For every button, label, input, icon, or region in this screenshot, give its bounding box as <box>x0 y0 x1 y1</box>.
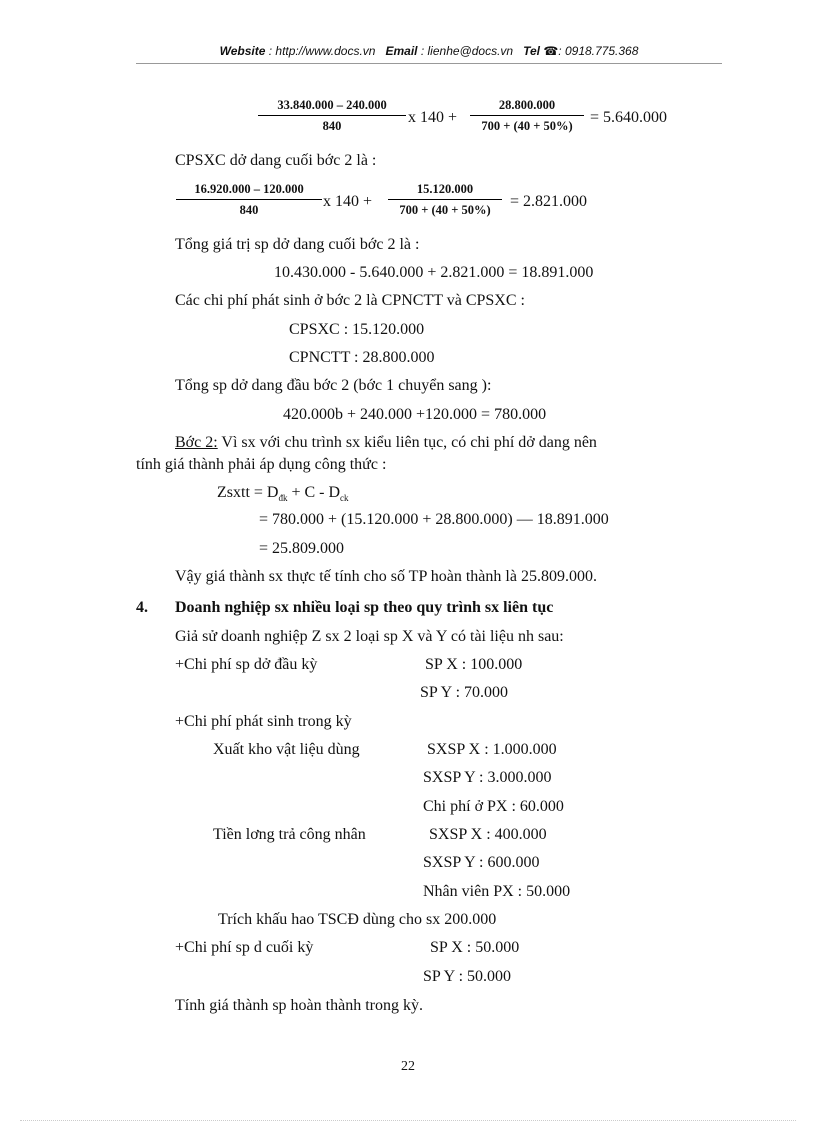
email-label: Email <box>385 44 418 58</box>
tong-gtri-line: Tổng giá trị sp dở dang cuối bớc 2 là : <box>175 236 420 253</box>
gia-su-line: Giả sử doanh nghiệp Z sx 2 loại sp X và Y có tài liệu nh sau: <box>175 628 564 645</box>
formula2-mid: x 140 + <box>323 193 373 210</box>
formula1-fraction-b-denominator: 700 + (40 + 50%) <box>481 119 573 133</box>
formula2-result: = 2.821.000 <box>510 193 588 210</box>
website-label: Website <box>219 44 266 58</box>
xuat-kho-label: Xuất kho vật liệu dùng <box>213 741 360 758</box>
cpsxc-title: CPSXC dở dang cuối bớc 2 là : <box>175 152 377 169</box>
eq2-line: = 25.809.000 <box>259 540 345 557</box>
vay-line: Vậy giá thành sx thực tế tính cho số TP hoàn thành là 25.809.000. <box>175 568 597 585</box>
cpsxc-line: CPSXC : 15.120.000 <box>289 321 425 338</box>
buoc2-label: Bớc 2: <box>175 434 218 451</box>
buoc2-continuation: tính giá thành phải áp dụng công thức : <box>136 456 387 473</box>
cp-dau-ky-label: +Chi phí sp dở đầu kỳ <box>175 656 318 673</box>
formula2-fraction-b-denominator: 700 + (40 + 50%) <box>399 203 491 217</box>
tong-sp-dau-line: Tổng sp dở dang đầu bớc 2 (bớc 1 chuyển sang ): <box>175 377 492 394</box>
cp-ps-ky-label: +Chi phí phát sinh trong kỳ <box>175 713 352 730</box>
zsxtt-part-a: Zsxtt = D <box>217 484 279 501</box>
section4-title: Doanh nghiệp sx nhiều loại sp theo quy trình sx liên tục <box>175 599 554 616</box>
formula1-result: = 5.640.000 <box>590 109 668 126</box>
cp-cuoi-ky-label: +Chi phí sp d cuối kỳ <box>175 939 314 956</box>
sxsp-y-3000000: SXSP Y : 3.000.000 <box>423 769 552 786</box>
sxsp-x-1000000: SXSP X : 1.000.000 <box>427 741 557 758</box>
formula2-fraction-b-numerator: 15.120.000 <box>388 182 502 200</box>
phone-icon: ☎ <box>543 44 559 58</box>
tien-luong-label: Tiền lơng trả công nhân <box>213 826 366 843</box>
buoc2-text: Vì sx với chu trình sx kiểu liên tục, có chi phí dở dang nên <box>217 434 597 451</box>
sxsp-y-600000: SXSP Y : 600.000 <box>423 854 540 871</box>
email-value: : lienhe@docs.vn <box>420 44 514 58</box>
zsxtt-sub-ck: ck <box>340 493 349 504</box>
spx-100-value: SP X : 100.000 <box>425 656 523 673</box>
spy-50000-value: SP Y : 50.000 <box>423 968 512 985</box>
eq1-line: = 780.000 + (15.120.000 + 28.800.000) — 18.891.000 <box>259 511 609 528</box>
section4-number: 4. <box>136 599 148 616</box>
tinh-gia-line: Tính giá thành sp hoàn thành trong kỳ. <box>175 997 423 1014</box>
formula1-fraction-a-numerator: 33.840.000 – 240.000 <box>258 98 406 116</box>
formula2-fraction-a-numerator: 16.920.000 – 120.000 <box>176 182 322 200</box>
sxsp-x-400000: SXSP X : 400.000 <box>429 826 547 843</box>
zsxtt-part-b: + C - D <box>287 484 341 501</box>
formula1-fraction-b-numerator: 28.800.000 <box>470 98 584 116</box>
spy-70-value: SP Y : 70.000 <box>420 684 509 701</box>
formula1-mid: x 140 + <box>408 109 458 126</box>
tel-value: : 0918.775.368 <box>558 44 639 58</box>
cpnctt-line: CPNCTT : 28.800.000 <box>289 349 435 366</box>
tong-sp-calc-line: 420.000b + 240.000 +120.000 = 780.000 <box>283 406 547 423</box>
cp-px-60000: Chi phí ở PX : 60.000 <box>423 798 564 815</box>
formula2-fraction-a <box>176 182 322 218</box>
chi-phi-ps-line: Các chi phí phát sinh ở bớc 2 là CPNCTT và CPSXC : <box>175 292 525 309</box>
buoc2-paragraph <box>175 434 718 452</box>
zsxtt-formula <box>217 484 349 507</box>
formula2-fraction-a-denominator: 840 <box>239 203 259 217</box>
tel-label: Tel <box>523 44 540 58</box>
spx-50000-value: SP X : 50.000 <box>430 939 520 956</box>
formula1-fraction-b <box>470 98 584 134</box>
formula2-fraction-b <box>388 182 502 218</box>
formula1-fraction-a <box>258 98 406 134</box>
header-divider <box>136 63 722 64</box>
tong-calc-line: 10.430.000 - 5.640.000 + 2.821.000 = 18.891.000 <box>274 264 594 281</box>
formula1-fraction-a-denominator: 840 <box>322 119 342 133</box>
website-value: : http://www.docs.vn <box>268 44 376 58</box>
trich-kh-line: Trích khấu hao TSCĐ dùng cho sx 200.000 <box>218 911 497 928</box>
page-bottom-border <box>20 1120 796 1121</box>
zsxtt-sub-dk: đk <box>278 493 288 504</box>
page-number: 22 <box>401 1059 415 1074</box>
nv-px-50000: Nhân viên PX : 50.000 <box>423 883 571 900</box>
page-header <box>136 44 722 58</box>
